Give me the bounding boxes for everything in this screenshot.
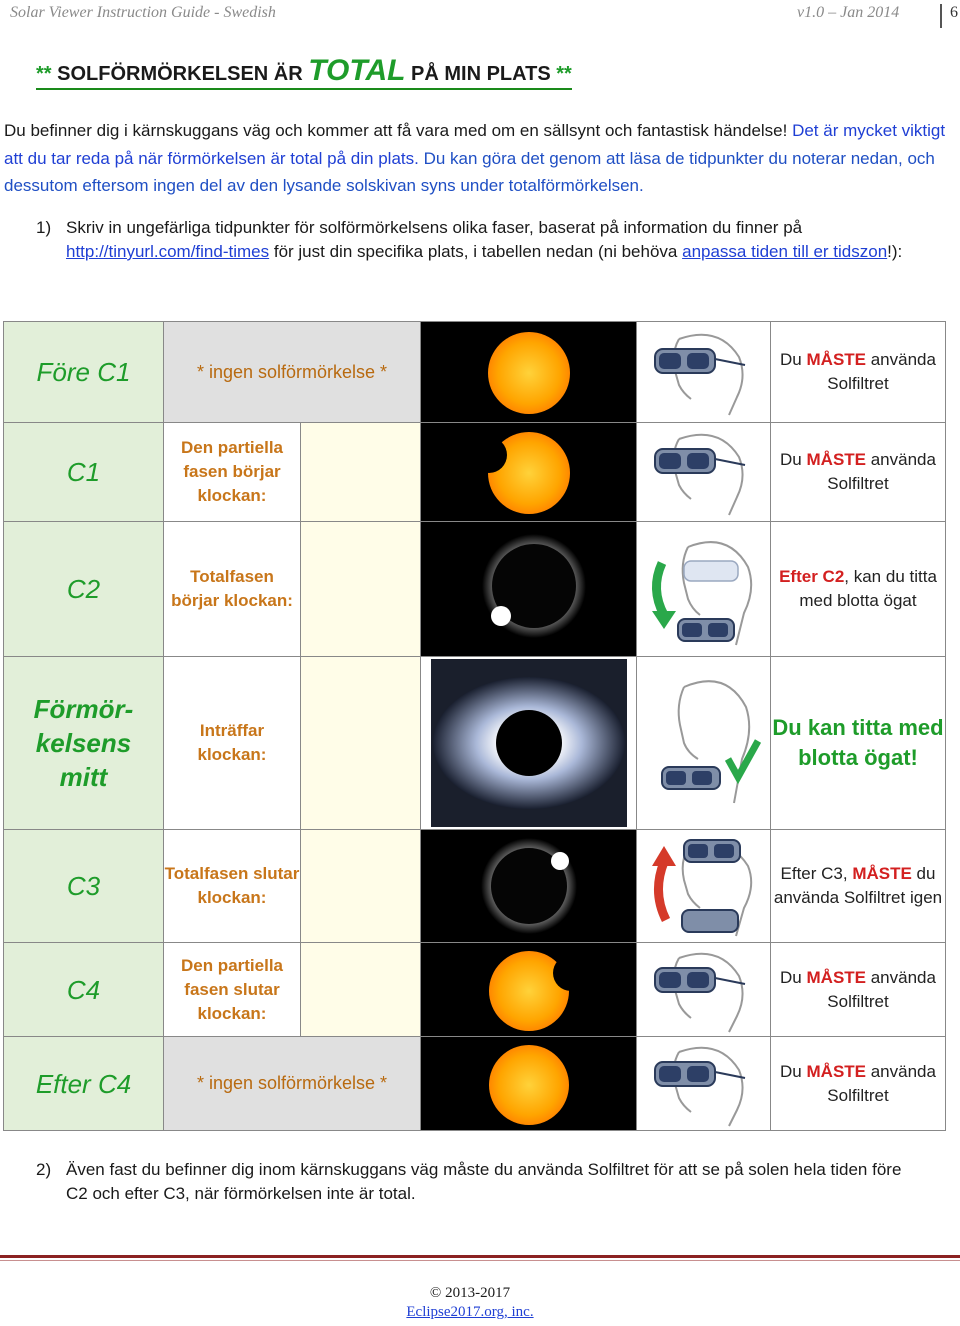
- partial-sun-icon: [429, 945, 629, 1035]
- note-text: använda Solfiltret: [827, 350, 936, 393]
- time-entry-box[interactable]: [301, 522, 421, 656]
- timezone-link[interactable]: anpassa tiden till er tidszon: [682, 242, 888, 261]
- time-entry-box[interactable]: [301, 830, 421, 942]
- phase-label: C2: [4, 522, 164, 656]
- intro-part2: Det är mycket viktigt att du tar reda på när förmörkelsen är total på din plats.: [4, 121, 946, 168]
- phase-label: Efter C4: [4, 1037, 164, 1130]
- phase-label: C3: [4, 830, 164, 942]
- note-text: använda Solfiltret: [827, 1061, 936, 1105]
- note-text: Du: [780, 967, 807, 987]
- eclipse-phase-table: [3, 321, 946, 1131]
- phase-label: Förmör-kelsens mitt: [4, 657, 164, 829]
- naked-eye-note: [771, 657, 945, 829]
- head-removing-glasses-icon: [637, 522, 771, 656]
- title-stars-right: **: [556, 63, 572, 85]
- instruction-2-number: 2): [36, 1160, 52, 1179]
- solar-corona-image: [421, 657, 637, 829]
- head-with-glasses-icon: [637, 1037, 771, 1130]
- page-number: 6: [950, 4, 958, 21]
- instruction-1-text-c: !):: [887, 242, 903, 261]
- table-row: [4, 522, 945, 657]
- title-part2: PÅ MIN PLATS: [405, 63, 557, 85]
- note-text: använda Solfiltret: [827, 967, 936, 1011]
- note-after-c2: Efter C2: [779, 567, 845, 586]
- sun-icon: [429, 325, 629, 420]
- footer-divider-thin: [0, 1260, 960, 1261]
- note-must: MÅSTE: [806, 967, 866, 987]
- no-eclipse-label: * ingen solförmörkelse *: [164, 322, 421, 422]
- sun-icon: [429, 1039, 629, 1129]
- diamond-ring-image: [421, 522, 637, 656]
- note-text: Du: [780, 1061, 807, 1081]
- section-title: [36, 54, 572, 90]
- phase-label: C1: [4, 423, 164, 521]
- phase-label: Före C1: [4, 322, 164, 422]
- doc-title: Solar Viewer Instruction Guide - Swedish: [10, 4, 276, 21]
- instruction-1-number: 1): [36, 218, 52, 237]
- title-part1: SOLFÖRMÖRKELSEN ÄR: [51, 63, 309, 85]
- full-sun-image: [421, 322, 637, 422]
- filter-note: [771, 830, 945, 942]
- note-must: MÅSTE: [852, 864, 912, 883]
- filter-note: [771, 322, 945, 422]
- time-entry-box[interactable]: [301, 657, 421, 829]
- note-text: Du: [780, 450, 807, 469]
- phase-description: Totalfasen börjar klockan:: [164, 522, 301, 656]
- find-times-link[interactable]: http://tinyurl.com/find-times: [66, 242, 270, 261]
- intro-part1: Du befinner dig i kärnskuggans väg och kommer att få vara med om en sällsynt och fantastisk händelse!: [4, 121, 793, 140]
- note-text: Efter C3,: [780, 864, 853, 883]
- partial-sun-end-image: [421, 943, 637, 1036]
- instruction-2: [36, 1158, 936, 1208]
- partial-sun-image: [421, 423, 637, 521]
- diamond-ring-icon: [429, 524, 629, 654]
- header-divider: [940, 4, 942, 28]
- instruction-1-text-b: för just din specifika plats, i tabellen nedan (ni behöva: [269, 242, 683, 261]
- instruction-1-text: [66, 216, 926, 264]
- note-must: MÅSTE: [806, 450, 866, 469]
- time-entry-box[interactable]: [301, 423, 421, 521]
- instruction-1: [36, 216, 936, 288]
- footer-divider: [0, 1255, 960, 1258]
- phase-description: Inträffar klockan:: [164, 657, 301, 829]
- corona-icon: [431, 659, 627, 827]
- title-stars-left: **: [36, 63, 52, 85]
- table-row: [4, 423, 945, 522]
- no-eclipse-label: * ingen solförmörkelse *: [164, 1037, 421, 1130]
- head-with-glasses-icon: [637, 423, 771, 521]
- site-link[interactable]: Eclipse2017.org, inc.: [406, 1304, 534, 1320]
- phase-description: Den partiella fasen börjar klockan:: [164, 423, 301, 521]
- copyright: © 2013-2017: [429, 1285, 511, 1301]
- phase-description: Den partiella fasen slutar klockan:: [164, 943, 301, 1036]
- head-with-glasses-icon: [637, 322, 771, 422]
- title-total: TOTAL: [308, 54, 406, 87]
- table-row: [4, 322, 945, 423]
- note-big: Du kan titta med blotta ögat!: [772, 715, 944, 770]
- filter-note: [771, 423, 945, 521]
- filter-note: [771, 1037, 945, 1130]
- instruction-2-text: Även fast du befinner dig inom kärnskuggans väg måste du använda Solfiltret för att se på solen hela tiden före C2 och efter C3, när förmörkelsen inte är total.: [66, 1160, 902, 1203]
- note-text: Du: [780, 350, 807, 369]
- phase-description: Totalfasen slutar klockan:: [164, 830, 301, 942]
- filter-note: [771, 522, 945, 656]
- doc-version: v1.0 – Jan 2014: [797, 4, 900, 21]
- full-sun-image: [421, 1037, 637, 1130]
- note-text: , kan du titta med blotta ögat: [799, 567, 937, 610]
- intro-part3: Du kan göra det genom att läsa de tidpunkter du noterar nedan, och dessutom eftersom ingen del av den lysande solskivan syns under totalförmörkelsen.: [4, 148, 935, 195]
- diamond-ring-end-image: [421, 830, 637, 942]
- filter-note: [771, 943, 945, 1036]
- table-row: [4, 657, 945, 830]
- note-text: använda Solfiltret: [827, 450, 936, 493]
- time-entry-box[interactable]: [301, 943, 421, 1036]
- phase-label: C4: [4, 943, 164, 1036]
- head-glasses-off-icon: [637, 657, 771, 829]
- footer: [0, 1284, 940, 1322]
- note-must: MÅSTE: [806, 350, 866, 369]
- table-row: [4, 1037, 945, 1130]
- note-text: du använda Solfiltret igen: [773, 864, 943, 907]
- head-with-glasses-icon: [637, 943, 771, 1036]
- diamond-ring-icon: [429, 831, 629, 941]
- note-must: MÅSTE: [806, 1061, 866, 1081]
- partial-sun-icon: [429, 425, 629, 520]
- page-header: [10, 4, 958, 26]
- instruction-1-text-a: Skriv in ungefärliga tidpunkter för solförmörkelsens olika faser, baserat på information du finner på: [66, 218, 803, 237]
- table-row: [4, 830, 945, 943]
- table-row: [4, 943, 945, 1037]
- head-putting-glasses-icon: [637, 830, 771, 942]
- intro-paragraph: [4, 117, 954, 200]
